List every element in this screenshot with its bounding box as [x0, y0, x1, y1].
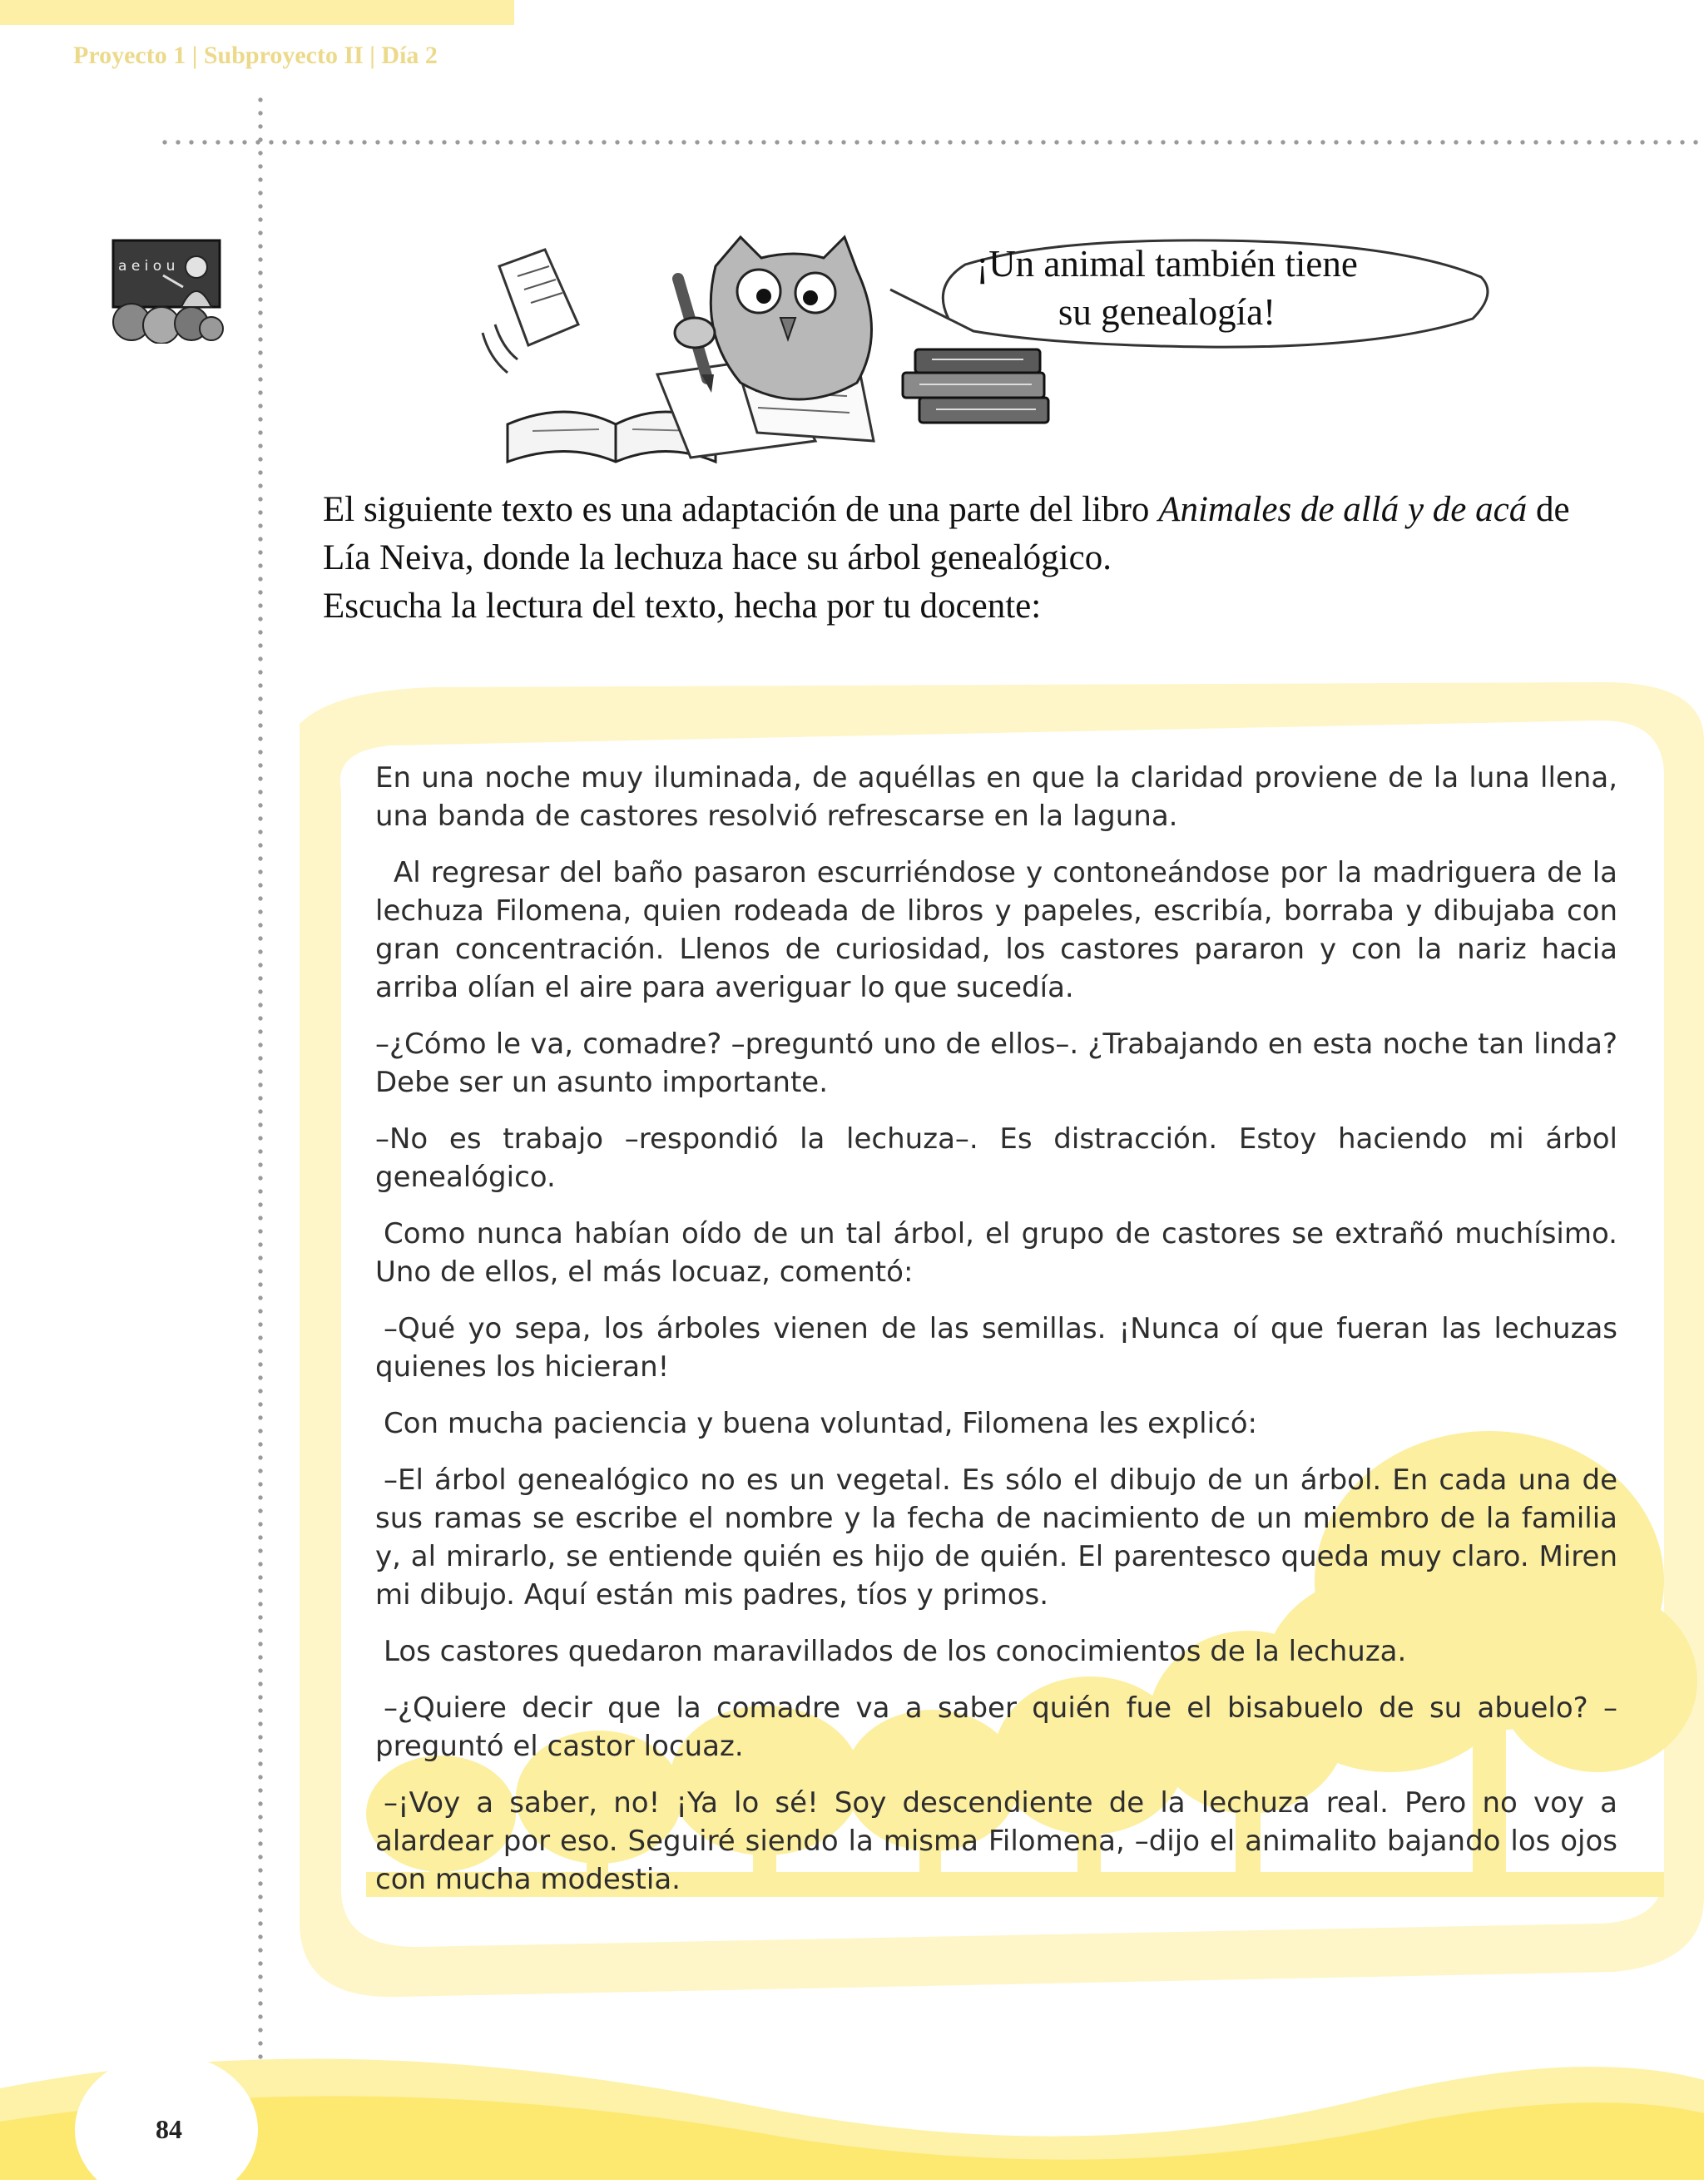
story-paragraph: Con mucha paciencia y buena voluntad, Filomena les explicó: [384, 1407, 1258, 1440]
story-paragraph: –¡Voy a saber, no! ¡Ya lo sé! Soy descendiente de la lechuza real. Pero no voy a alardear por eso. Seguiré siendo la misma Filomena, –dijo el animalito bajando los ojos con mucha modestia. [375, 1786, 1617, 1896]
header-tab [0, 0, 514, 25]
story-paragraph: –¿Cómo le va, comadre? –preguntó uno de ellos–. ¿Trabajando en esta noche tan linda? Debe ser un asunto importante. [375, 1028, 1617, 1099]
story-paragraph: –Qué yo sepa, los árboles vienen de las semillas. ¡Nunca oí que fueran las lechuzas quienes los hicieran! [375, 1312, 1617, 1384]
story-text [375, 759, 1617, 1917]
intro-paragraph: El siguiente texto es una adaptación de una parte del libro Animales de allá y de acá de Lía Neiva, donde la lechuza hace su árbol genealógico. [323, 490, 1570, 577]
story-paragraph: –No es trabajo –respondió la lechuza–. Es distracción. Estoy haciendo mi árbol genealógico. [375, 1122, 1617, 1194]
story-paragraph: –¿Quiere decir que la comadre va a saber quién fue el bisabuelo de su abuelo? –preguntó el castor locuaz. [375, 1691, 1617, 1763]
story-paragraph: Como nunca habían oído de un tal árbol, el grupo de castores se extrañó muchísimo. Uno de ellos, el más locuaz, comentó: [375, 1217, 1617, 1289]
section-header: Proyecto 1 | Subproyecto II | Día 2 [73, 42, 438, 69]
story-paragraph: –El árbol genealógico no es un vegetal. Es sólo el dibujo de un árbol. En cada una de sus ramas se escribe el nombre y la fecha de nacimiento de un miembro de la familia y, al mirarlo, se entiende quién es hijo de quién. El parentesco queda muy claro. Miren mi dibujo. Aquí están mis padres, tíos y primos. [375, 1463, 1617, 1612]
horizontal-dotted-divider [158, 140, 1704, 145]
speech-bubble-text: ¡Un animal también tiene su genealogía! [976, 243, 1358, 333]
story-paragraph: Al regresar del baño pasaron escurriéndose y contoneándose por la madriguera de la lechuza Filomena, quien rodeada de libros y papeles, escribía, borraba y dibujaba con gran concentración. Llenos de curiosidad, los castores pararon y con la nariz hacia arriba olían el aire para averiguar lo que sucedía. [375, 856, 1617, 1004]
teacher-classroom-icon [108, 235, 230, 348]
book-title: Animales de allá y de acá [1158, 490, 1528, 529]
svg-text:a e i o u: a e i o u [118, 258, 176, 275]
intro-text [323, 486, 1596, 631]
story-paragraph: Los castores quedaron maravillados de los conocimientos de la lechuza. [384, 1635, 1407, 1668]
footer-wave [0, 2013, 1704, 2184]
intro-instruction: Escucha la lectura del texto, hecha por tu docente: [323, 587, 1042, 626]
page-number: 84 [156, 2114, 182, 2144]
vertical-dotted-divider [258, 93, 263, 2107]
story-paragraph: En una noche muy iluminada, de aquéllas en que la claridad proviene de la luna llena, una banda de castores resolvió refrescarse en la laguna. [375, 761, 1617, 833]
